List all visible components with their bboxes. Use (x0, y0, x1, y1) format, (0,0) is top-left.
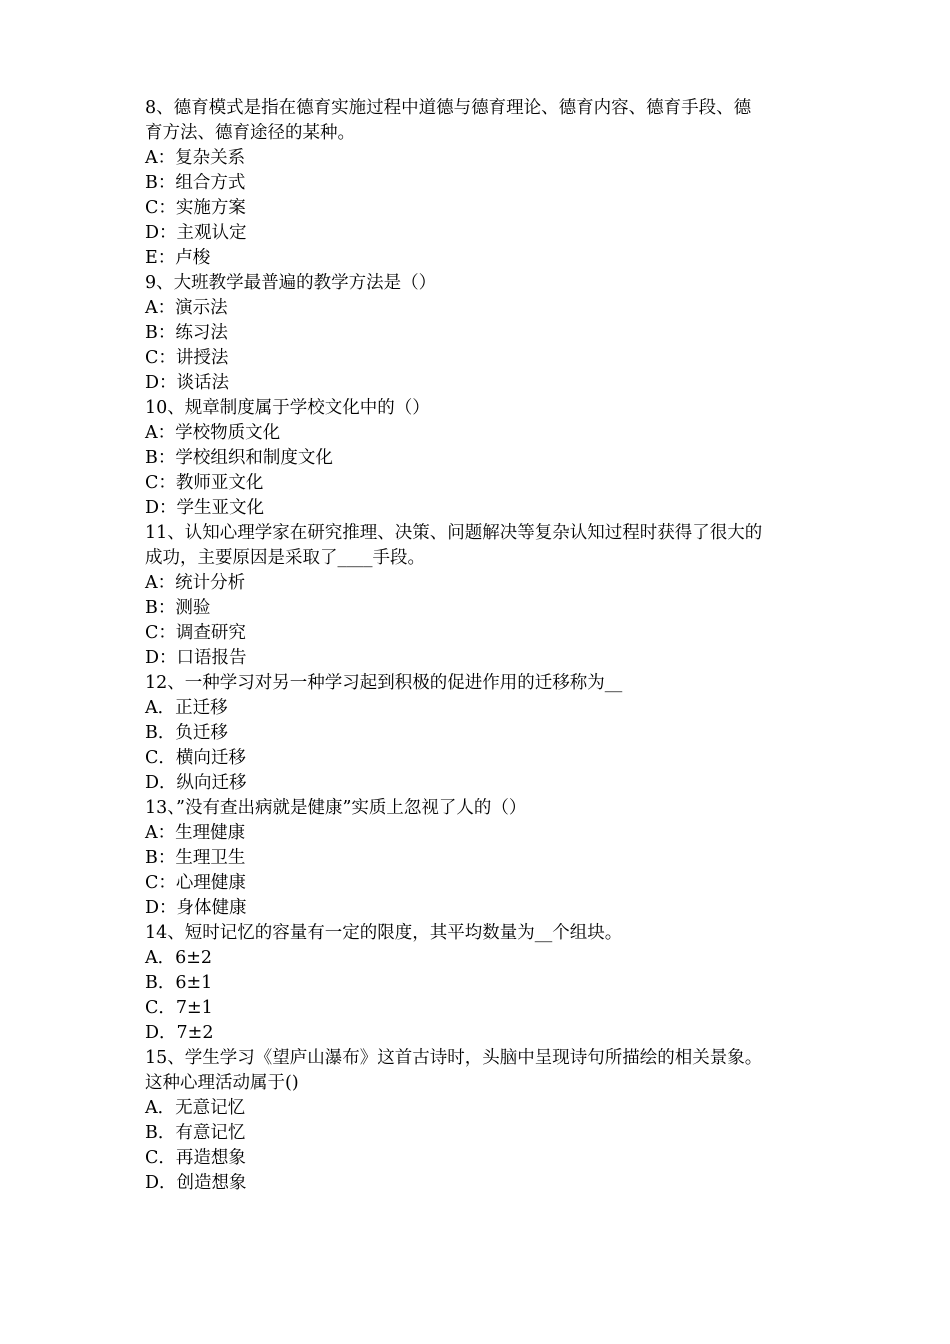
option-c: C．横向迁移 (145, 748, 246, 768)
option-d: D．7±2 (145, 1023, 214, 1043)
option-b: B：练习法 (145, 323, 228, 343)
question-11 (145, 521, 815, 671)
question-text: 育方法、德育途径的某种。 (145, 123, 355, 143)
question-text: 13、”没有查出病就是健康”实质上忽视了人的（） (145, 798, 527, 818)
question-9 (145, 271, 815, 396)
option-c: C：实施方案 (145, 198, 246, 218)
question-text: 14、短时记忆的容量有一定的限度，其平均数量为__个组块。 (145, 923, 623, 943)
question-text: 10、规章制度属于学校文化中的（） (145, 398, 430, 418)
question-text: 成功，主要原因是采取了____手段。 (145, 548, 425, 568)
option-d: D：谈话法 (145, 373, 230, 393)
option-a: A：演示法 (145, 298, 228, 318)
question-15 (145, 1046, 815, 1196)
question-text: 8、德育模式是指在德育实施过程中道德与德育理论、德育内容、德育手段、德 (145, 98, 752, 118)
option-d: D：身体健康 (145, 898, 247, 918)
option-a: A．6±2 (145, 948, 213, 968)
option-c: C．7±1 (145, 998, 213, 1018)
option-b: B：生理卫生 (145, 848, 246, 868)
option-c: C：调查研究 (145, 623, 246, 643)
question-text: 这种心理活动属于() (145, 1073, 299, 1093)
option-d: D．创造想象 (145, 1173, 247, 1193)
option-c: C．再造想象 (145, 1148, 246, 1168)
option-c: C：教师亚文化 (145, 473, 264, 493)
question-12 (145, 671, 815, 796)
option-b: B．6±1 (145, 973, 213, 993)
option-d: D：口语报告 (145, 648, 247, 668)
option-d: D：学生亚文化 (145, 498, 265, 518)
option-a: A：生理健康 (145, 823, 246, 843)
question-13 (145, 796, 815, 921)
option-b: B：学校组织和制度文化 (145, 448, 333, 468)
option-b: B：组合方式 (145, 173, 246, 193)
option-c: C：讲授法 (145, 348, 229, 368)
option-a: A．无意记忆 (145, 1098, 246, 1118)
option-b: B．负迁移 (145, 723, 228, 743)
option-c: C：心理健康 (145, 873, 246, 893)
option-a: A：学校物质文化 (145, 423, 281, 443)
question-14 (145, 921, 815, 1046)
question-text: 15、学生学习《望庐山瀑布》这首古诗时，头脑中呈现诗句所描绘的相关景象。 (145, 1048, 763, 1068)
option-b: B．有意记忆 (145, 1123, 246, 1143)
question-list (145, 96, 815, 1196)
question-text: 11、认知心理学家在研究推理、决策、问题解决等复杂认知过程时获得了很大的 (145, 523, 763, 543)
question-8 (145, 96, 815, 271)
option-b: B：测验 (145, 598, 211, 618)
option-d: D．纵向迁移 (145, 773, 247, 793)
option-d: D：主观认定 (145, 223, 247, 243)
option-a: A：复杂关系 (145, 148, 246, 168)
option-a: A．正迁移 (145, 698, 228, 718)
question-10 (145, 396, 815, 521)
question-text: 12、一种学习对另一种学习起到积极的促进作用的迁移称为__ (145, 673, 623, 693)
option-e: E：卢梭 (145, 248, 211, 268)
option-a: A：统计分析 (145, 573, 246, 593)
question-text: 9、大班教学最普遍的教学方法是（） (145, 273, 437, 293)
